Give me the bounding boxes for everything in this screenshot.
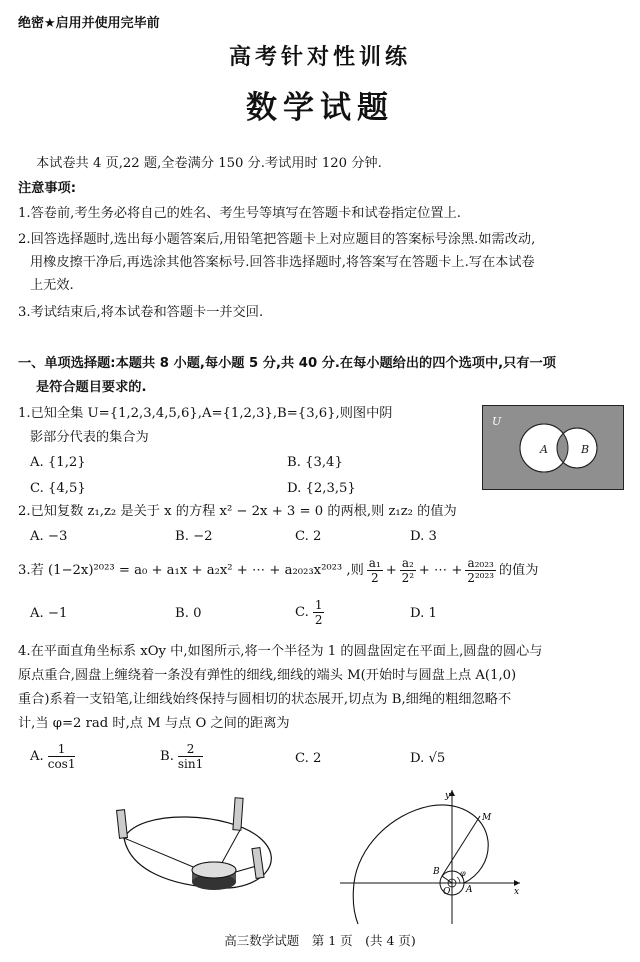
section1-heading-cont: 是符合题目要求的.	[36, 380, 147, 395]
q3-stem	[18, 556, 538, 585]
point-m-label: M	[482, 813, 492, 823]
q3-ellipsis: + ⋯ +	[418, 562, 463, 578]
venn-diagram	[482, 405, 624, 490]
q3-option-d: D. 1	[410, 606, 437, 621]
q3-option-b: B. 0	[175, 606, 202, 621]
q1-option-a: A. {1,2}	[30, 455, 86, 470]
venn-label-u: U	[492, 415, 502, 428]
q2-option-a: A. −3	[30, 529, 68, 544]
exam-subject: 数学试题	[246, 90, 394, 126]
q3-fraction-2: $\frac{\text{a₂}}{\text{2²}}$	[401, 556, 415, 585]
q4-stem-line4: 计,当 φ=2 rad 时,点 M 与点 O 之间的距离为	[18, 716, 290, 731]
q1-option-d: D. {2,3,5}	[287, 481, 356, 496]
q3-option-a: A. −1	[30, 606, 68, 621]
page-footer: 高三数学试题 第 1 页 (共 4 页)	[224, 933, 416, 948]
q2-option-c: C. 2	[295, 529, 322, 544]
confidential-label: 绝密★启用并使用完毕前	[18, 16, 160, 31]
note-2-line3: 上无效.	[30, 278, 74, 293]
venn-label-a: A	[540, 443, 548, 456]
note-2-line2: 用橡皮擦干净后,再选涂其他答案标号.回答非选择题时,将答案写在答题卡上.写在本试卷	[30, 255, 535, 270]
q3-fraction-3: $\frac{\text{a₂₀₂₃}}{\text{2²⁰²³}}$	[467, 556, 495, 585]
exam-title: 高考针对性训练	[228, 44, 411, 70]
q4-stem-line2: 原点重合,圆盘上缠绕着一条没有弹性的细线,细线的端头 M(开始时与圆盘上点 A(1,0)	[18, 668, 517, 683]
q4-option-b: B. $\frac{2}{\sin 1}$	[160, 742, 204, 771]
q3-option-c: C. $\frac{1}{2}$	[295, 598, 323, 627]
q2-option-d: D. 3	[410, 529, 437, 544]
point-a-label: A	[466, 885, 473, 895]
section1-heading: 一、单项选择题:本题共 8 小题,每小题 5 分,共 40 分.在每小题给出的四个选项中,只有一项	[18, 356, 556, 371]
origin-label: O	[443, 887, 451, 897]
q1-option-b: B. {3,4}	[287, 455, 343, 470]
q4-option-d: D. √5	[410, 751, 446, 766]
q1-stem-line1: 1.已知全集 U={1,2,3,4,5,6},A={1,2,3},B={3,6},则图中阴	[18, 406, 393, 421]
q3-fraction-1: $\frac{\text{a₁}}{2}$	[368, 556, 381, 585]
axis-y-label: y	[445, 791, 451, 801]
q4-option-a: A. $\frac{1}{\cos 1}$	[30, 742, 76, 771]
q3-plus: +	[385, 562, 397, 578]
point-b-label: B	[433, 867, 440, 877]
note-3: 3.考试结束后,将本试卷和答题卡一并交回.	[18, 305, 264, 320]
q4-involute-figure	[330, 786, 530, 926]
q4-stem-line3: 重合)系着一支铅笔,让细线始终保持与圆相切的状态展开,切点为 B,细绳的粗细忽略不	[18, 692, 512, 707]
angle-phi-label: φ	[460, 869, 466, 878]
q4-option-c: C. 2	[295, 751, 322, 766]
intro-text: 本试卷共 4 页,22 题,全卷满分 150 分.考试用时 120 分钟.	[36, 156, 382, 171]
note-2-line1: 2.回答选择题时,选出每小题答案后,用铅笔把答题卡上对应题目的答案标号涂黑.如需改动,	[18, 232, 536, 247]
note-1: 1.答卷前,考生务必将自己的姓名、考生号等填写在答题卡和试卷指定位置上.	[18, 206, 461, 221]
q3-stem-suffix: 的值为	[498, 562, 539, 578]
q4-stem-line1: 4.在平面直角坐标系 xOy 中,如图所示,将一个半径为 1 的圆盘固定在平面上,圆盘的圆心与	[18, 644, 543, 659]
q4-disk-illustration	[110, 790, 295, 900]
axis-x-label: x	[514, 887, 520, 897]
q2-stem: 2.已知复数 z₁,z₂ 是关于 x 的方程 x² − 2x + 3 = 0 的两根,则 z₁z₂ 的值为	[18, 504, 457, 519]
q3-stem-prefix: 3.若 (1−2x)²⁰²³ = a₀ + a₁x + a₂x² + ⋯ + a₂₀₂₃x²⁰²³ ,则	[18, 562, 364, 578]
q1-stem-line2: 影部分代表的集合为	[30, 430, 149, 445]
notes-heading: 注意事项:	[18, 181, 77, 196]
q2-option-b: B. −2	[175, 529, 213, 544]
venn-label-b: B	[581, 443, 590, 456]
q1-option-c: C. {4,5}	[30, 481, 86, 496]
